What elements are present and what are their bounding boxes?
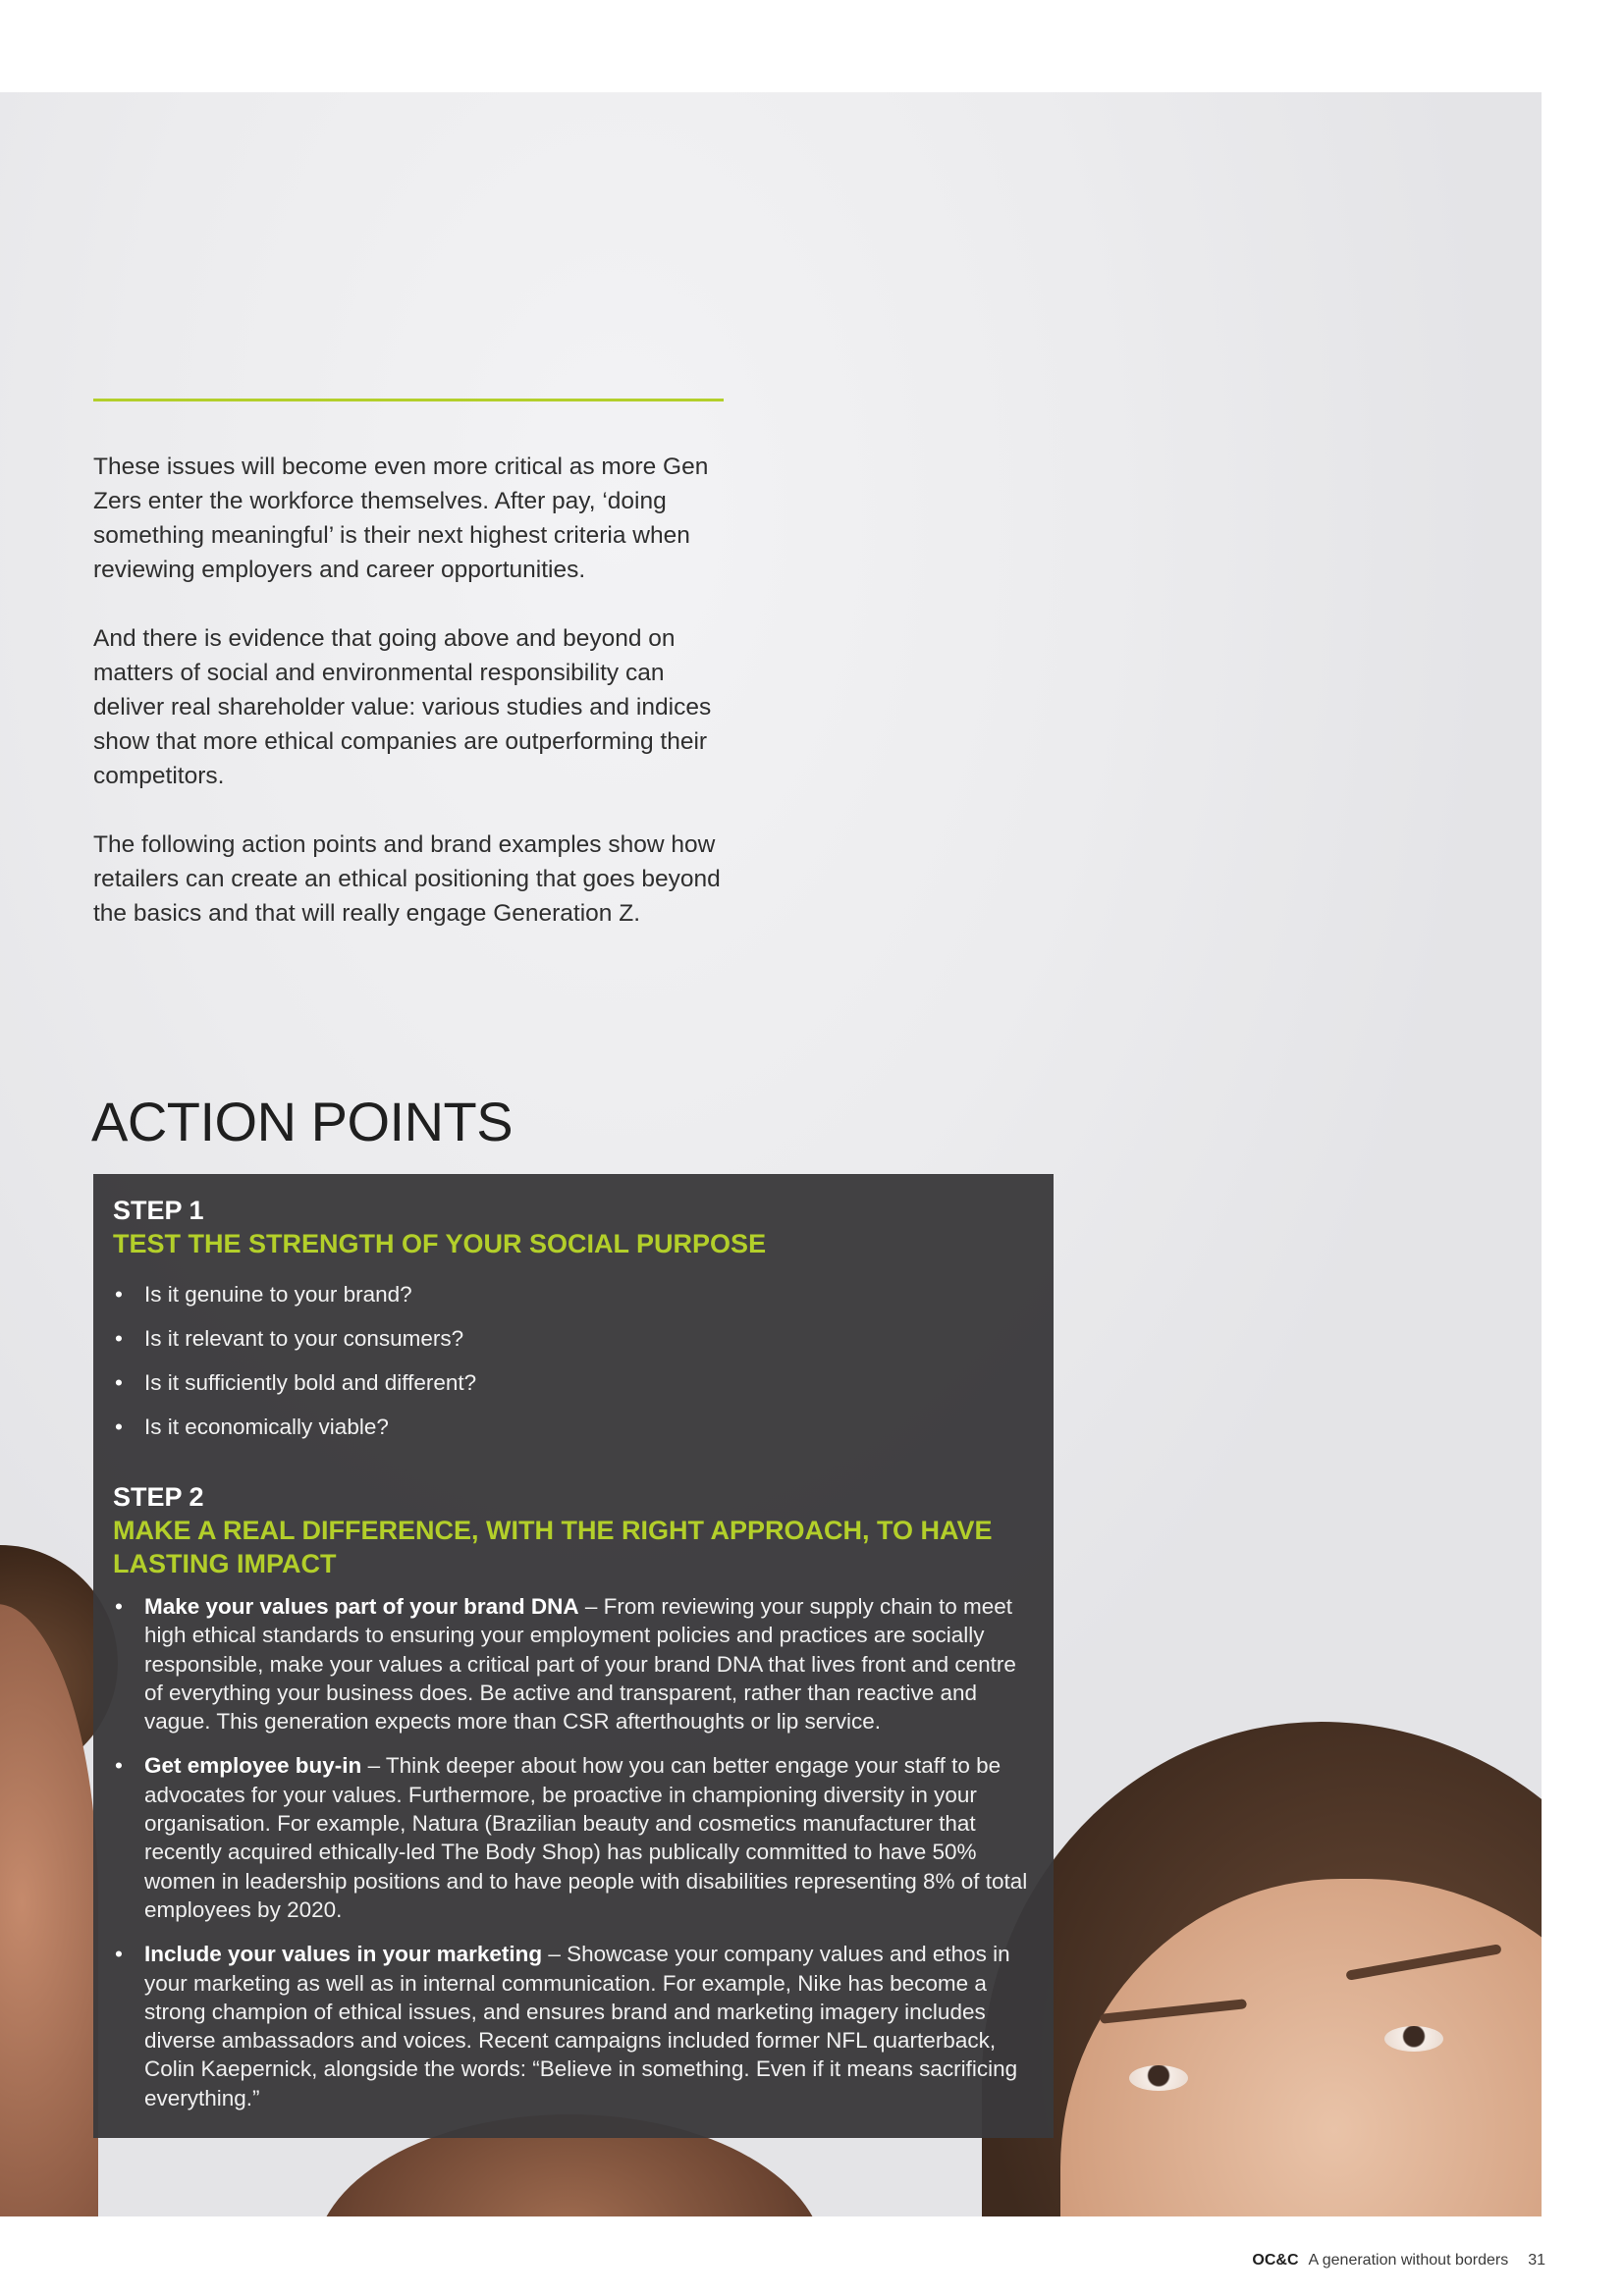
intro-text: [93, 450, 741, 965]
list-item: • Is it economically viable?: [113, 1405, 1030, 1449]
footer-publication: A generation without borders: [1308, 2252, 1509, 2269]
page-footer: [1252, 2252, 1545, 2269]
item-text: – From reviewing your supply chain to meet high ethical standards to ensuring your employment policies and practices are socially responsible, make your values a critical part of your brand DNA that lives front and centre of everything your business does. Be active and transparent, rather than reactive and vague. This generation expects more than CSR afterthoughts or lip service.: [144, 1594, 1016, 1735]
step-1-list: [113, 1272, 1030, 1449]
step-2-list: [113, 1592, 1030, 2112]
item-lead: Include your values in your marketing: [144, 1942, 543, 1967]
list-item: • Is it sufficiently bold and different?: [113, 1361, 1030, 1405]
step-2-label: STEP 2: [113, 1482, 204, 1512]
item-text: – Showcase your company values and ethos in your marketing as well as in internal communication. For example, Nike has become a strong champion of ethical issues, and ensures brand and marketing imagery includes diverse ambassadors and voices. Recent campaigns included former NFL quarterback, Colin Kaepernick, alongside the words: “Believe in something. Even if it means sacrificing everything.”: [144, 1942, 1018, 2110]
eye: [1129, 2065, 1188, 2091]
step-1-title: TEST THE STRENGTH OF YOUR SOCIAL PURPOSE: [113, 1229, 767, 1258]
eyebrow: [1100, 1999, 1247, 2024]
page-number: 31: [1528, 2252, 1545, 2269]
list-item: • Is it genuine to your brand?: [113, 1272, 1030, 1316]
item-lead: Get employee buy-in: [144, 1753, 362, 1779]
eyebrow: [1345, 1944, 1501, 1981]
list-item: [113, 1940, 1030, 2112]
footer-brand: OC&C: [1252, 2252, 1299, 2269]
section-heading: ACTION POINTS: [91, 1091, 514, 1152]
item-lead: Make your values part of your brand DNA: [144, 1594, 579, 1619]
list-item: • Is it relevant to your consumers?: [113, 1316, 1030, 1361]
step-2-title: MAKE A REAL DIFFERENCE, WITH THE RIGHT APPROACH, TO HAVE LASTING IMPACT: [113, 1516, 993, 1578]
step-1-label: STEP 1: [113, 1196, 204, 1225]
action-points-panel: [93, 1174, 1054, 2138]
intro-paragraph: These issues will become even more critical as more Gen Zers enter the workforce themselves. After pay, ‘doing something meaningful’ is their next highest criteria when reviewing employers and career opportunities.: [93, 454, 709, 583]
intro-paragraph: And there is evidence that going above and beyond on matters of social and environmental responsibility can deliver real shareholder value: various studies and indices show that more ethical companies are outperforming their competitors.: [93, 625, 712, 789]
accent-divider: [93, 399, 724, 401]
eye: [1384, 2026, 1443, 2052]
list-item: [113, 1592, 1030, 1735]
item-text: – Think deeper about how you can better engage your staff to be advocates for your values. Furthermore, be proactive in championing diversity in your organisation. For example, Natura (Brazilian beauty and cosmetics manufacturer that recently acquired ethically-led The Body Shop) has publically committed to have 50% women in leadership positions and to have people with disabilities representing 8% of total employees by 2020.: [144, 1753, 1028, 1922]
list-item: [113, 1751, 1030, 1924]
intro-paragraph: The following action points and brand examples show how retailers can create an ethical positioning that goes beyond the basics and that will really engage Generation Z.: [93, 831, 721, 927]
